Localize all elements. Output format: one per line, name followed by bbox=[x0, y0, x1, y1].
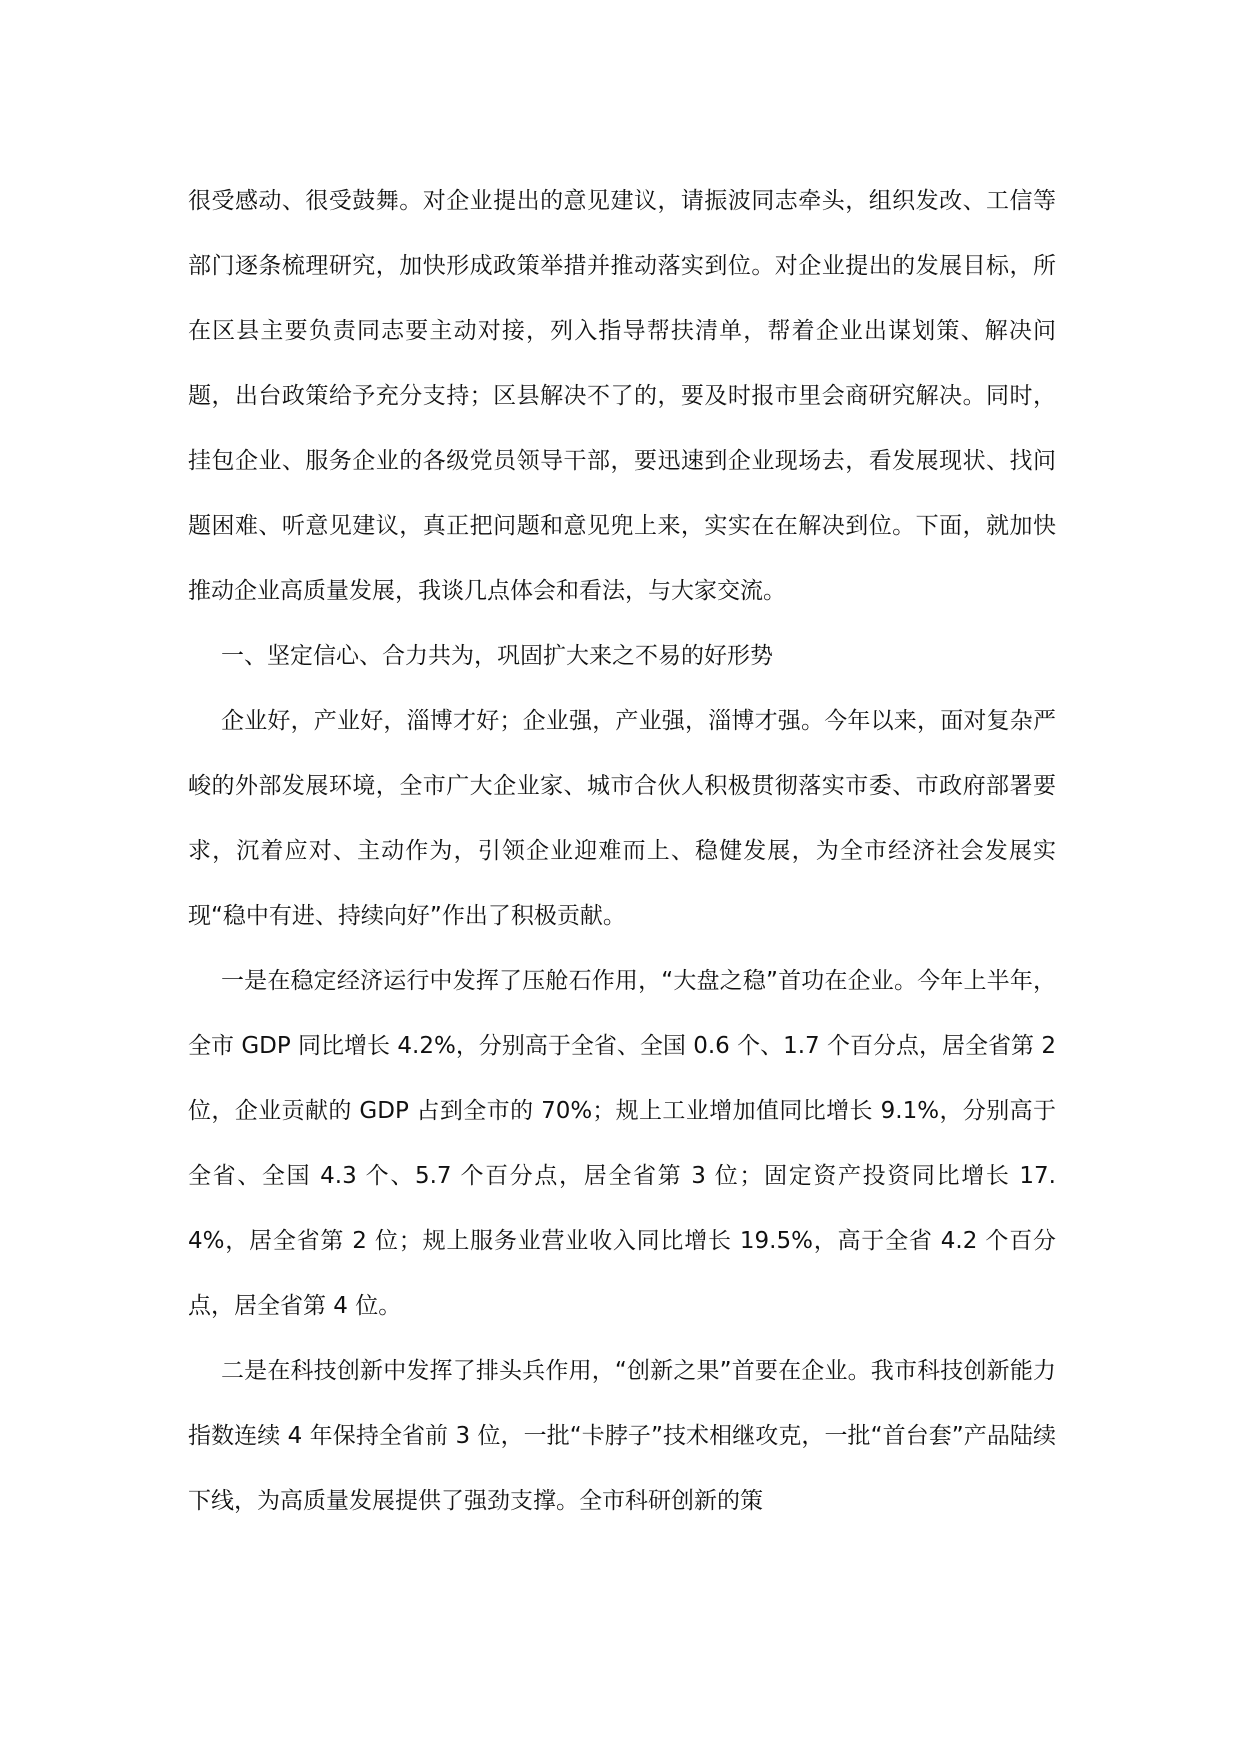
document-body bbox=[188, 169, 1056, 1534]
section-heading-1: 一、坚定信心、合力共为，巩固扩大来之不易的好形势 bbox=[221, 643, 773, 669]
paragraph-economic-stability: 一是在稳定经济运行中发挥了压舱石作用，“大盘之稳”首功在企业。今年上半年，全市 GDP 同比增长 4.2%，分别高于全省、全国 0.6 个、1.7 个百分点，居全省第 2 位，企业贡献的 GDP 占到全市的 70%；规上工业增加值同比增长 9.1%，分别高于全省、全国 4.3 个、5.7 个百分点，居全省第 3 位；固定资产投资同比增长 17.4%，居全省第 2 位；规上服务业营业收入同比增长 19.5%，高于全省 4.2 个百分点，居全省第 4 位。 bbox=[188, 968, 1056, 1319]
paragraph-enterprise-good: 企业好，产业好，淄博才好；企业强，产业强，淄博才强。今年以来，面对复杂严峻的外部发展环境，全市广大企业家、城市合伙人积极贯彻落实市委、市政府部署要求，沉着应对、主动作为，引领企业迎难而上、稳健发展，为全市经济社会发展实现“稳中有进、持续向好”作出了积极贡献。 bbox=[188, 708, 1056, 929]
paragraph-intro: 很受感动、很受鼓舞。对企业提出的意见建议，请振波同志牵头，组织发改、工信等部门逐条梳理研究，加快形成政策举措并推动落实到位。对企业提出的发展目标，所在区县主要负责同志要主动对接，列入指导帮扶清单，帮着企业出谋划策、解决问题，出台政策给予充分支持；区县解决不了的，要及时报市里会商研究解决。同时，挂包企业、服务企业的各级党员领导干部，要迅速到企业现场去，看发展现状、找问题困难、听意见建议，真正把问题和意见兜上来，实实在在解决到位。下面，就加快推动企业高质量发展，我谈几点体会和看法，与大家交流。 bbox=[188, 188, 1056, 604]
paragraph-tech-innovation: 二是在科技创新中发挥了排头兵作用，“创新之果”首要在企业。我市科技创新能力指数连续 4 年保持全省前 3 位，一批“卡脖子”技术相继攻克，一批“首台套”产品陆续下线，为高质量发展提供了强劲支撑。全市科研创新的策 bbox=[188, 1358, 1056, 1514]
